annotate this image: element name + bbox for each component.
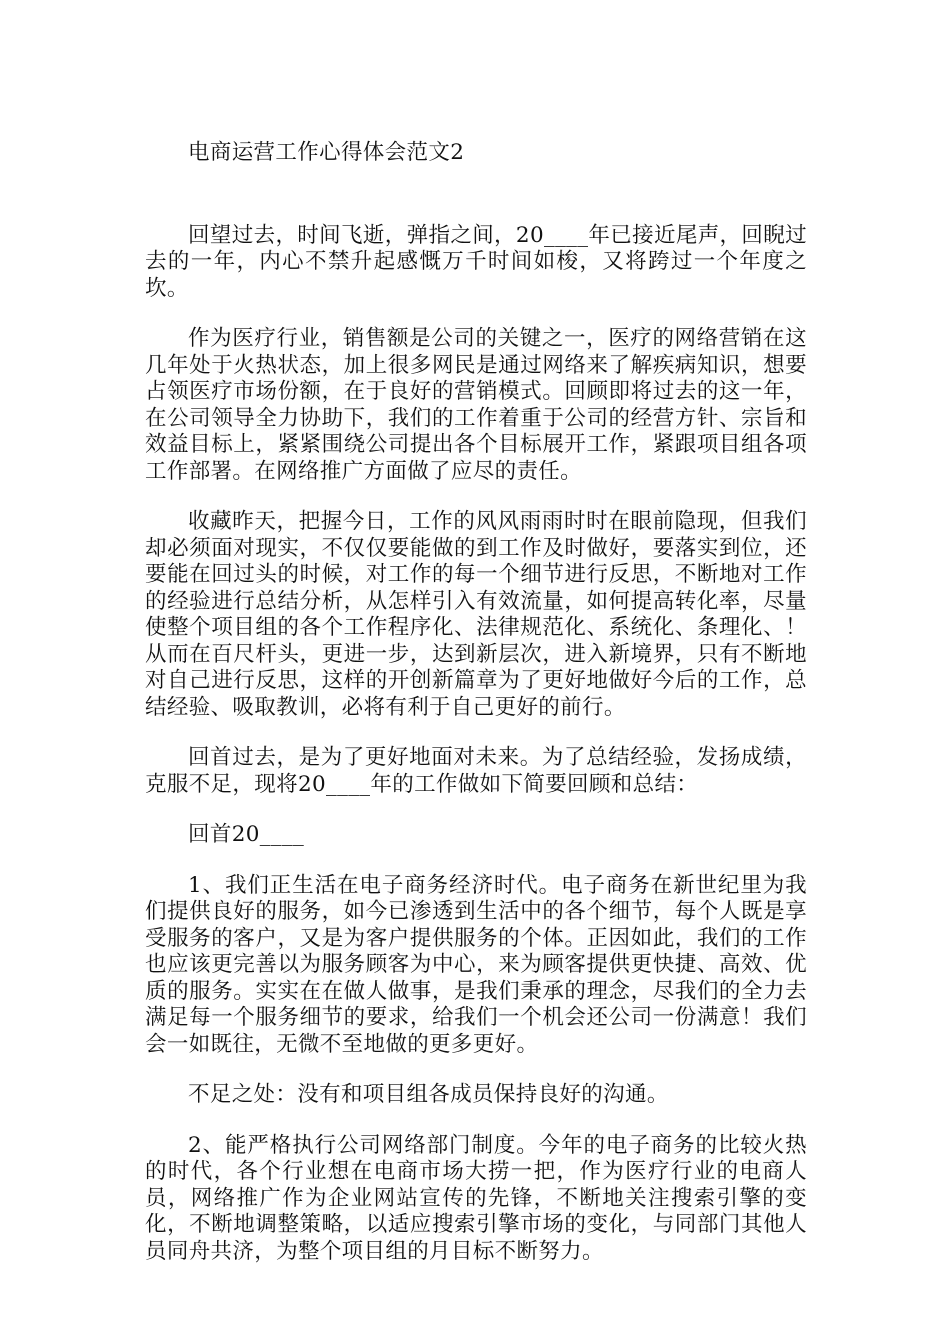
paragraph-2: 作为医疗行业，销售额是公司的关键之一，医疗的网络营销在这几年处于火热状态，加上很多网民是通过网络来了解疾病知识，想要占领医疗市场份额，在于良好的营销模式。回顾即将过去的这一年，在公司领导全力协助下，我们的工作着重于公司的经营方针、宗旨和效益目标上，紧紧围绕公司提出各个目标展开工作，紧跟项目组各项工作部署。在网络推广方面做了应尽的责任。	[145, 326, 807, 484]
paragraph-4: 回首过去，是为了更好地面对未来。为了总结经验，发扬成绩，克服不足，现将20____年的工作做如下简要回顾和总结：	[145, 745, 807, 797]
paragraph-5: 1、我们正生活在电子商务经济时代。电子商务在新世纪里为我们提供良好的服务，如今已渗透到生活中的各个细节，每个人既是享受服务的客户，又是为客户提供服务的个体。正因如此，我们的工作也应该更完善以为服务顾客为中心，来为顾客提供更快捷、高效、优质的服务。实实在在做人做事，是我们秉承的理念，尽我们的全力去满足每一个服务细节的要求，给我们一个机会还公司一份满意！我们会一如既往，无微不至地做的更多更好。	[145, 872, 807, 1057]
paragraph-3: 收藏昨天，把握今日，工作的风风雨雨时时在眼前隐现，但我们却必须面对现实，不仅仅要能做的到工作及时做好，要落实到位，还要能在回过头的时候，对工作的每一个细节进行反思，不断地对工作的经验进行总结分析，从怎样引入有效流量，如何提高转化率，尽量使整个项目组的各个工作程序化、法律规范化、系统化、条理化、！从而在百尺杆头，更进一步，达到新层次，进入新境界，只有不断地对自己进行反思，这样的开创新篇章为了更好地做好今后的工作，总结经验、吸取教训，必将有利于自己更好的前行。	[145, 509, 807, 720]
document-page	[145, 140, 807, 1289]
paragraph-6: 不足之处：没有和项目组各成员保持良好的沟通。	[188, 1082, 669, 1107]
paragraph-7: 2、能严格执行公司网络部门制度。今年的电子商务的比较火热的时代，各个行业想在电商市场大捞一把，作为医疗行业的电商人员，网络推广作为企业网站宣传的先锋，不断地关注搜索引擎的变化，不断地调整策略，以适应搜索引擎市场的变化，与同部门其他人员同舟共济，为整个项目组的月目标不断努力。	[145, 1132, 807, 1264]
paragraph-1: 回望过去，时间飞逝，弹指之间，20____年已接近尾声，回睨过去的一年，内心不禁升起感慨万千时间如梭，又将跨过一个年度之坎。	[145, 222, 807, 301]
document-title: 电商运营工作心得体会范文2	[188, 140, 465, 165]
section-heading: 回首20____	[188, 822, 305, 847]
